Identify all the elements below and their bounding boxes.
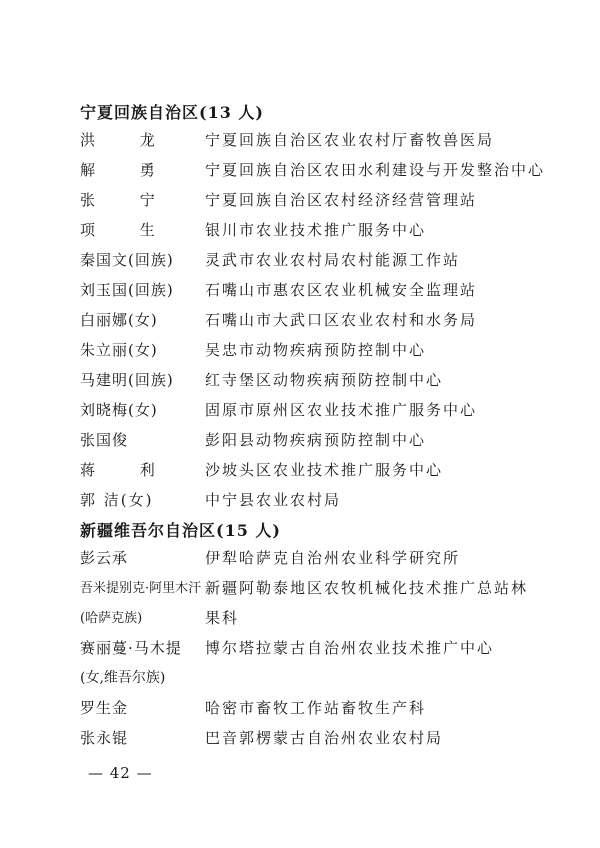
list-item xyxy=(80,639,540,689)
work-unit: 宁夏回族自治区农田水利建设与开发整治中心 xyxy=(205,161,546,179)
person-name: 白丽娜(女) xyxy=(80,311,158,329)
person-ethnicity: (女,维吾尔族) xyxy=(80,670,166,686)
person-name: 马建明(回族) xyxy=(80,371,174,389)
section-title-ningxia: 宁夏回族自治区(13 人) xyxy=(80,103,264,122)
work-unit: 石嘴山市惠农区农业机械安全监理站 xyxy=(205,281,478,299)
work-unit: 宁夏回族自治区农村经济经营管理站 xyxy=(205,191,478,209)
work-unit: 银川市农业技术推广服务中心 xyxy=(205,221,427,239)
person-name: 秦国文(回族) xyxy=(80,251,174,269)
work-unit: 沙坡头区农业技术推广服务中心 xyxy=(205,461,444,479)
person-name: 罗生金 xyxy=(80,699,129,717)
person-name: 吾米提别克·阿里木汗 xyxy=(80,581,202,596)
work-unit: 中宁县农业农村局 xyxy=(205,491,342,509)
person-name: 洪 龙 xyxy=(80,131,175,149)
person-name: 项 生 xyxy=(80,221,175,239)
person-name: 刘玉国(回族) xyxy=(80,281,174,299)
person-name: 解 勇 xyxy=(80,161,175,179)
person-name: 朱立丽(女) xyxy=(80,341,158,359)
work-unit-continued: 果科 xyxy=(205,609,240,627)
work-unit: 巴音郭楞蒙古自治州农业农村局 xyxy=(205,729,444,747)
page-number: — 42 — xyxy=(88,764,153,782)
list-item xyxy=(80,579,540,629)
person-ethnicity: (哈萨克族) xyxy=(80,611,143,626)
work-unit: 红寺堡区动物疾病预防控制中心 xyxy=(205,371,444,389)
person-name: 蒋 利 xyxy=(80,461,175,479)
person-name: 郭 洁(女) xyxy=(80,491,154,509)
person-name: 彭云承 xyxy=(80,549,129,567)
work-unit: 博尔塔拉蒙古自治州农业技术推广中心 xyxy=(205,639,495,657)
section-title-xinjiang: 新疆维吾尔自治区(15 人) xyxy=(80,521,281,540)
work-unit: 灵武市农业农村局农村能源工作站 xyxy=(205,251,461,269)
work-unit: 新疆阿勒泰地区农牧机械化技术推广总站林 xyxy=(205,579,529,597)
work-unit: 吴忠市动物疾病预防控制中心 xyxy=(205,341,427,359)
work-unit: 宁夏回族自治区农业农村厅畜牧兽医局 xyxy=(205,131,495,149)
work-unit: 固原市原州区农业技术推广服务中心 xyxy=(205,401,478,419)
person-name: 赛丽蔓·马木提 xyxy=(80,639,182,657)
person-name: 张永锟 xyxy=(80,729,129,747)
work-unit: 石嘴山市大武口区农业农村和水务局 xyxy=(205,311,478,329)
person-name: 张 宁 xyxy=(80,191,175,209)
person-name: 刘晓梅(女) xyxy=(80,401,158,419)
work-unit: 哈密市畜牧工作站畜牧生产科 xyxy=(205,699,427,717)
person-name: 张国俊 xyxy=(80,431,129,449)
work-unit: 伊犁哈萨克自治州农业科学研究所 xyxy=(205,549,461,567)
work-unit: 彭阳县动物疾病预防控制中心 xyxy=(205,431,427,449)
